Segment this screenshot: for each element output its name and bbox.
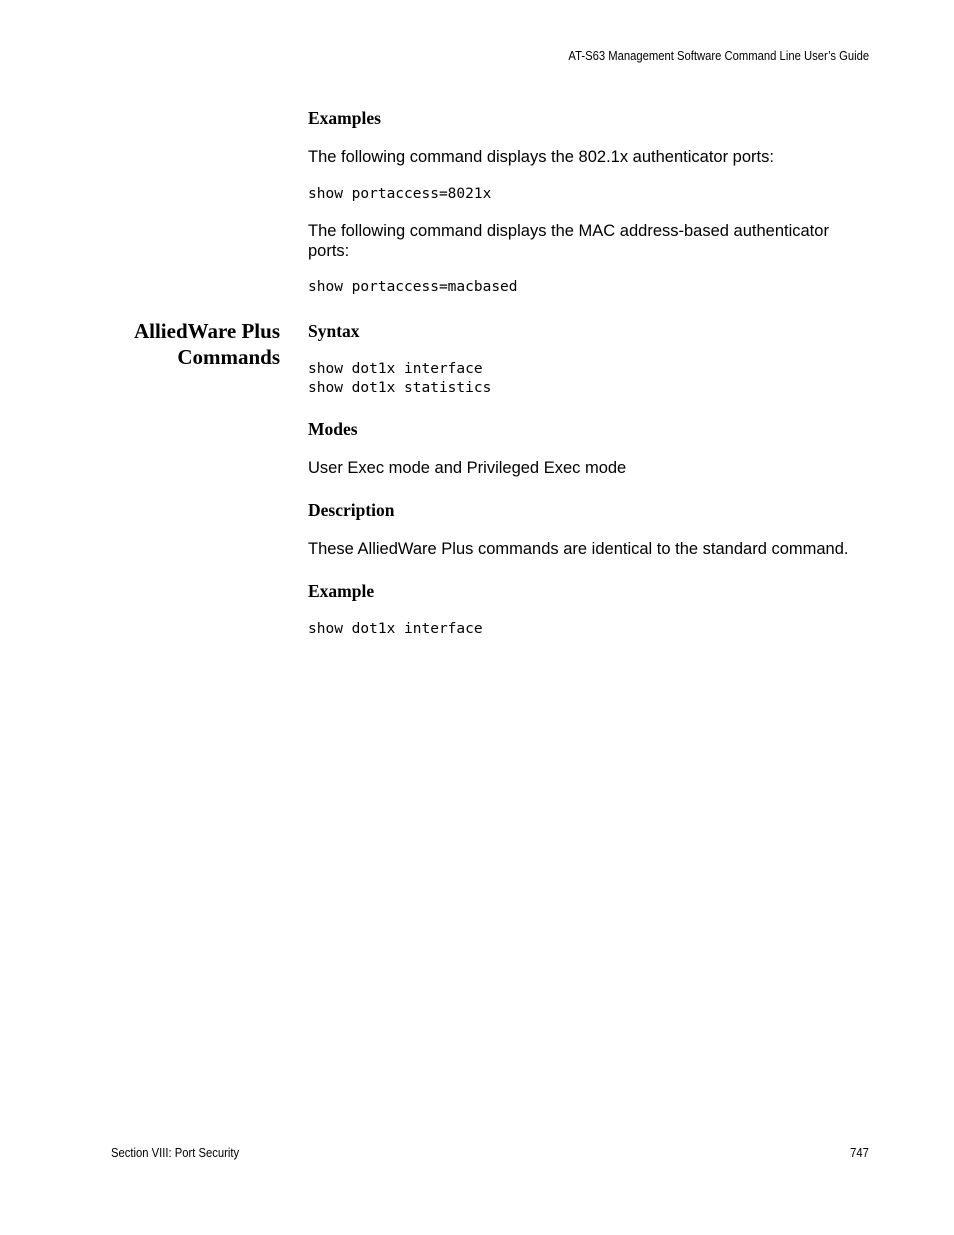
description-text: These AlliedWare Plus commands are identical to the standard command. (308, 540, 849, 558)
side-heading-line-1: AlliedWare Plus (133, 319, 280, 343)
examples-code-1: show portaccess=8021x (308, 186, 492, 202)
modes-heading: Modes (308, 419, 358, 439)
footer-section: Section VIII: Port Security (111, 1146, 240, 1160)
examples-heading: Examples (308, 108, 381, 128)
side-heading-line-2: Commands (177, 345, 280, 369)
section-side-heading (134, 318, 280, 370)
page-number: 747 (850, 1146, 869, 1160)
running-header: AT-S63 Management Software Command Line User’s Guide (568, 49, 869, 63)
example-code: show dot1x interface (308, 621, 483, 637)
description-heading: Description (308, 500, 395, 520)
examples-intro-2-line-2: ports: (308, 242, 350, 260)
example-heading: Example (308, 581, 375, 601)
modes-text: User Exec mode and Privileged Exec mode (308, 459, 627, 477)
examples-code-2: show portaccess=macbased (308, 279, 518, 295)
examples-intro-2 (308, 221, 829, 261)
examples-intro-1: The following command displays the 802.1x authenticator ports: (308, 148, 774, 166)
syntax-code-block (308, 360, 491, 397)
examples-intro-2-line-1: The following command displays the MAC address-based authenticator (308, 222, 829, 240)
syntax-heading: Syntax (308, 321, 360, 341)
syntax-line-2: show dot1x statistics (308, 379, 492, 396)
syntax-line-1: show dot1x interface (308, 361, 483, 377)
